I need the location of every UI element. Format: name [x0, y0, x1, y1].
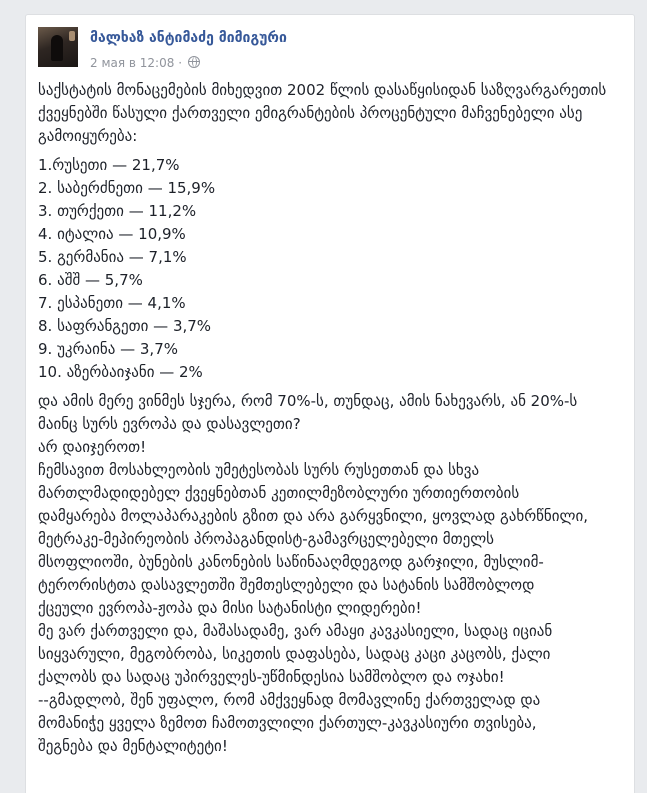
avatar-figure	[51, 35, 63, 61]
list-item: 8. საფრანგეთი — 3,7%	[38, 317, 212, 335]
text-line: მართლმადიდებელ ქვეყნებთან კეთილმეზობლური ურთიერთობის	[38, 484, 520, 502]
list-item: 5. გერმანია — 7,1%	[38, 248, 187, 266]
text-line: ჩემსავით მოსახლეობის უმეტესობას სურს რუსეთთან და სხვა	[38, 461, 480, 479]
text-line: მომანიჭე ყველა ზემოთ ჩამოთვლილი ქართულ-კავკასიური თვისება,	[38, 714, 537, 732]
text-line: არ დაიჯეროთ!	[38, 438, 147, 456]
text-line: დამყარება მოლაპარაკების გზით და არა გარყვნილი, ყოვლად გახრწნილი,	[38, 507, 589, 525]
text-line: ტერორისტთა დასავლეთში შემთესლებელი და სატანის სამშობლოდ	[38, 576, 535, 594]
globe-icon[interactable]	[188, 56, 200, 68]
author-name[interactable]: მალხაზ ანტიმაძე მიმიგური	[90, 30, 287, 46]
post-card	[25, 14, 635, 793]
text-line: ქცეული ევროპა-ჟოპა და მისი სატანისტი ლიდერები!	[38, 599, 422, 617]
list-item: 1.რუსეთი — 21,7%	[38, 156, 180, 174]
list-item: 4. იტალია — 10,9%	[38, 225, 186, 243]
author-avatar[interactable]	[38, 27, 78, 67]
post-meta	[90, 56, 200, 70]
list-item: 10. აზერბაიჯანი — 2%	[38, 363, 203, 381]
text-line: მსოფლიოში, ბუნების კანონების საწინააღმდეგოდ გარჯილი, მუსლიმ-	[38, 553, 544, 571]
text-line: ქალობს და სადაც უპირველეს-უწმინდესია სამშობლო და ოჯახი!	[38, 668, 505, 686]
meta-separator: ·	[178, 56, 183, 70]
text-line: შეგნება და მენტალიტეტი!	[38, 737, 228, 755]
text-line: --გმადლობ, შენ უფალო, რომ ამქვეყნად მომავლინე ქართველად და	[38, 691, 541, 709]
post-intro: საქსტატის მონაცემების მიხედვით 2002 წლის დასაწყისიდან საზღვარგარეთის ქვეყნებში წასული ქართველი ემიგრანტების პროცენტული მაჩვენებელი ასე გამოიყურება:	[38, 81, 607, 145]
list-item: 6. აშშ — 5,7%	[38, 271, 143, 289]
text-line: და ამის მერე ვინმეს სჯერა, რომ 70%-ს, თუნდაც, ამის ნახევარს, ან 20%-ს	[38, 392, 578, 410]
avatar-light	[69, 31, 75, 41]
text-line: მაინც სურს ევროპა და დასავლეთი?	[38, 415, 301, 433]
list-item: 2. საბერძნეთი — 15,9%	[38, 179, 216, 197]
emigration-list	[38, 154, 628, 384]
post-body	[38, 79, 628, 758]
list-item: 9. უკრაინა — 3,7%	[38, 340, 178, 358]
list-item: 3. თურქეთი — 11,2%	[38, 202, 197, 220]
text-line: სიყვარული, მეგობრობა, სიკეთის დაფასება, სადაც კაცი კაცობს, ქალი	[38, 645, 551, 663]
list-item: 7. ესპანეთი — 4,1%	[38, 294, 186, 312]
post-text	[38, 390, 628, 758]
post-timestamp[interactable]: 2 мая в 12:08	[90, 56, 175, 70]
text-line: მეტრაკე-მეპირეობის პროპაგანდისტ-გამავრცელებელი მთელს	[38, 530, 495, 548]
text-line: მე ვარ ქართველი და, მაშასადამე, ვარ ამაყი კავკასიელი, სადაც იციან	[38, 622, 553, 640]
